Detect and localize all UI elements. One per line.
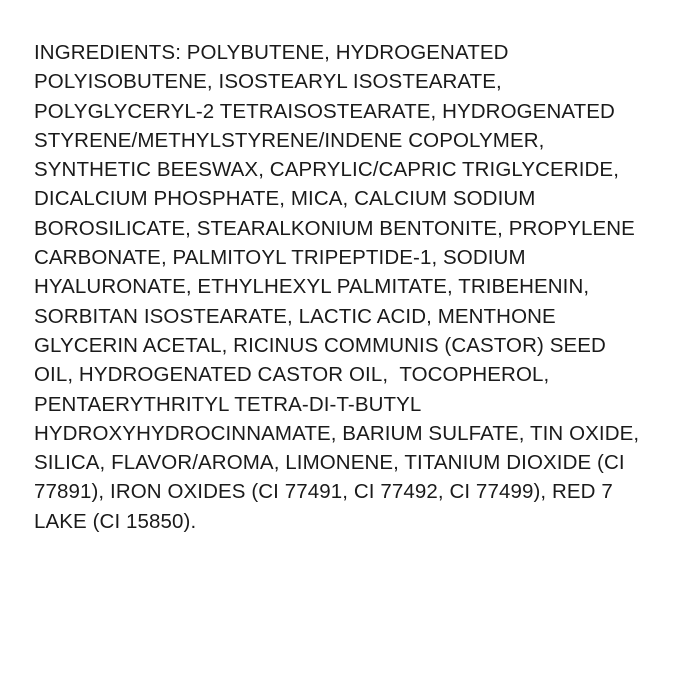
ingredients-block: [34, 38, 648, 536]
ingredients-paragraph: INGREDIENTS: POLYBUTENE, HYDROGENATED POLYISOBUTENE, ISOSTEARYL ISOSTEARATE, POLYGLYCERYL-2 TETRAISOSTEARATE, HYDROGENATED STYRENE/METHYLSTYRENE/INDENE COPOLYMER, SYNTHETIC BEESWAX, CAPRYLIC/CAPRIC TRIGLYCERIDE, DICALCIUM PHOSPHATE, MICA, CALCIUM SODIUM BOROSILICATE, STEARALKONIUM BENTONITE, PROPYLENE CARBONATE, PALMITOYL TRIPEPTIDE-1, SODIUM HYALURONATE, ETHYLHEXYL PALMITATE, TRIBEHENIN, SORBITAN ISOSTEARATE, LACTIC ACID, MENTHONE GLYCERIN ACETAL, RICINUS COMMUNIS (CASTOR) SEED OIL, HYDROGENATED CASTOR OIL, TOCOPHEROL, PENTAERYTHRITYL TETRA-DI-T-BUTYL HYDROXYHYDROCINNAMATE, BARIUM SULFATE, TIN OXIDE, SILICA, FLAVOR/AROMA, LIMONENE, TITANIUM DIOXIDE (CI 77891), IRON OXIDES (CI 77491, CI 77492, CI 77499), RED 7 LAKE (CI 15850).: [34, 41, 645, 533]
